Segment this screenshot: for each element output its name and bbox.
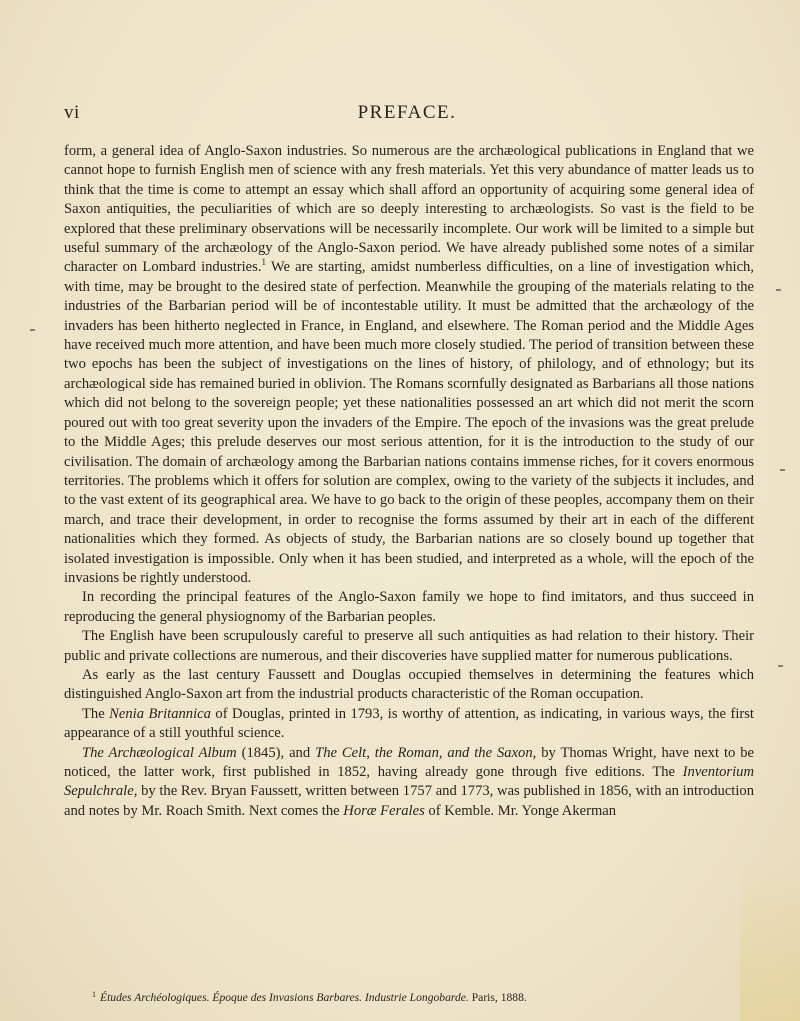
- footnote-title: Études Archéologiques. Époque des Invasions Barbares. Industrie Longobarde.: [100, 991, 469, 1004]
- paragraph-1: [64, 142, 754, 588]
- title-nenia-britannica: Nenia Britannica: [109, 705, 211, 722]
- paragraph-1-text-b: We are starting, amidst numberless difficulties, on a line of investigation which, with time, may be brought to the desired state of perfection. Meanwhile the grouping of the materials relating to the industries of the Barbarian period will be of incontestable utility. It must be admitted that the archæology of the invaders has been hitherto neglected in France, in England, and elsewhere. The Roman period and the Middle Ages have received much more attention, and have been much more closely studied. The period of transition between these two epochs has been the subject of investigations on the lines of history, of philology, and of ethnology; but its archæological side has remained buried in oblivion. The Romans scornfully designated as Barbarians all those nations which did not belong to the sovereign people; yet these nationalities possessed an art which did not merit the scorn poured out with too great severity upon the invaders of the Empire. The epoch of the invasions was the great prelude to the Middle Ages; this prelude deserves our most serious attention, for it is the introduction to the study of our civilisation. The domain of archæology among the Barbarian nations contains immense riches, for it covers enormous territories. The problems which it offers for solution are complex, owing to the variety of the subjects it includes, and to the vast extent of its geographical area. We have to go back to the origin of these peoples, accompany them on their march, and trace their development, in order to recognise the forms assumed by their art in each of the different nationalities which they formed. As objects of study, the Barbarian nations are so closely bound up together that isolated investigation is impossible. Only when it has been studied, and interpreted as a whole, will the epoch of the invasions be rightly understood.: [64, 259, 754, 586]
- paragraph-6-text-a: (1845), and: [236, 744, 316, 761]
- title-horae-ferales: Horæ Ferales: [343, 802, 425, 819]
- margin-mark: [30, 329, 35, 331]
- paragraph-6-text-c: by the Rev. Bryan Faussett, written between 1757 and 1773, was published in 1856, with an introduction and notes by Mr. Roach Smith. Next comes the: [64, 783, 754, 819]
- title-archaeological-album: The Archæological Album: [82, 744, 237, 761]
- paragraph-5-text-a: The: [82, 705, 110, 722]
- paragraph-4: As early as the last century Faussett and Douglas occupied themselves in determining the features which distinguished Anglo-Saxon art from the industrial products characteristic of the Roman occupation.: [64, 666, 754, 703]
- book-page: [62, 0, 762, 1021]
- title-inventorium-sepulchrale: Inventorium Sepulchrale,: [64, 764, 754, 800]
- running-title: PREFACE.: [357, 102, 457, 123]
- margin-mark: [778, 665, 783, 667]
- paragraph-5: [64, 705, 754, 744]
- title-celt-roman-saxon: The Celt, the Roman, and the Saxon,: [315, 744, 537, 761]
- running-head: [62, 102, 762, 128]
- paragraph-6-text-b: by Thomas Wright, have next to be noticed, the latter work, first published in 1852, having already gone through five editions. The: [64, 744, 754, 780]
- paragraph-1-text-a: form, a general idea of Anglo-Saxon industries. So numerous are the archæological publications in England that we cannot hope to furnish English men of science with any fresh materials. Yet this very abundance of matter leads us to think that the time is come to attempt an essay which shall afford an opportunity of acquiring some general idea of Saxon antiquities, the peculiarities of which are so deeply interesting to archæologists. So vast is the field to be explored that these preliminary observations will be necessarily incomplete. Our work will be limited to a simple but useful summary of the archæology of the Anglo-Saxon period. We have already published some notes of a similar character on Lombard industries.: [64, 143, 754, 276]
- footnote-text: Paris, 1888.: [468, 991, 527, 1004]
- footnote: [92, 988, 752, 1005]
- margin-mark: [780, 469, 785, 471]
- footnote-mark: 1: [92, 990, 96, 999]
- paragraph-6-text-d: of Kemble. Mr. Yonge Akerman: [424, 802, 617, 819]
- paragraph-3: The English have been scrupulously careful to preserve all such antiquities as had relation to their history. Their public and private collections are numerous, and their discoveries have supplied matter for numerous publications.: [64, 628, 754, 664]
- paragraph-6: [64, 744, 754, 822]
- margin-mark: [776, 289, 781, 291]
- paragraph-2: In recording the principal features of the Anglo-Saxon family we hope to find imitators, and thus succeed in reproducing the general physiognomy of the Barbarian peoples.: [64, 589, 754, 625]
- footnote-reference[interactable]: 1: [261, 257, 266, 268]
- page-number: vi: [64, 102, 80, 123]
- paragraph-5-text-b: of Douglas, printed in 1793, is worthy of attention, as indicating, in various ways, the first appearance of a still youthful science.: [64, 705, 754, 742]
- body-text: [64, 142, 754, 821]
